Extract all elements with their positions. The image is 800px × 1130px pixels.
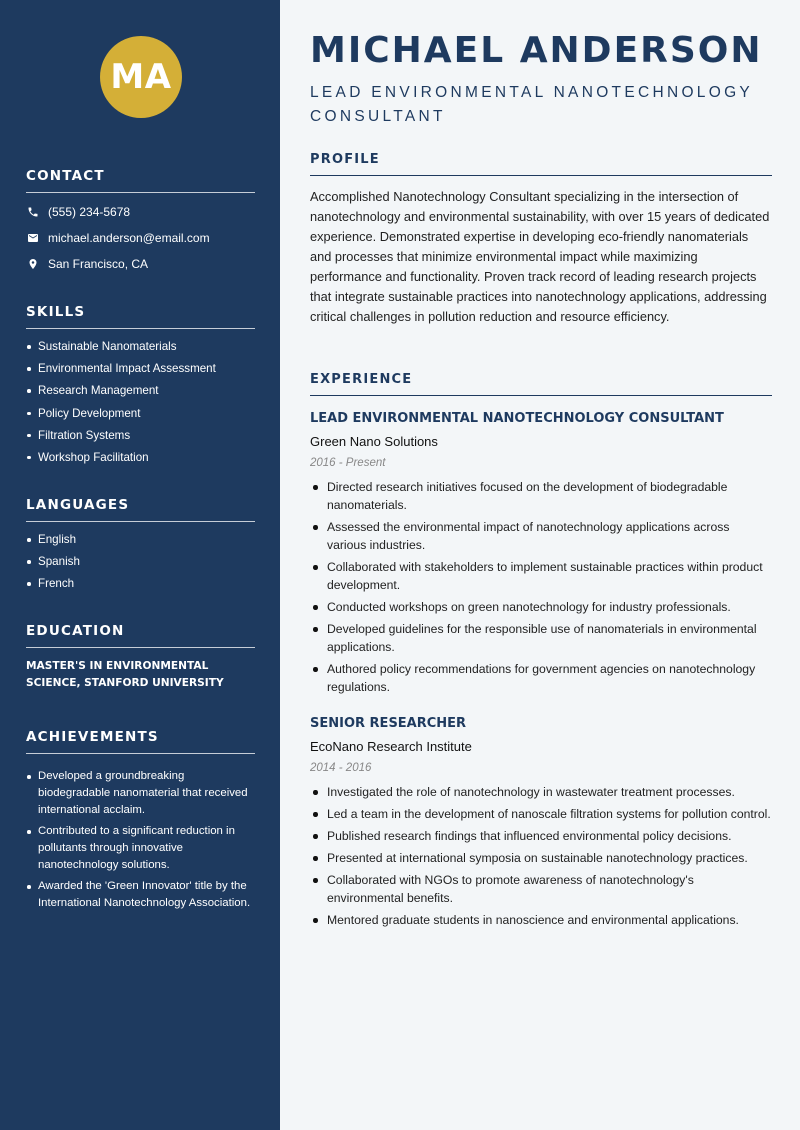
job-bullet: Directed research initiatives focused on the development of biodegradable nanomaterials. bbox=[310, 478, 772, 514]
languages-heading: LANGUAGES bbox=[26, 497, 255, 522]
contact-email bbox=[26, 229, 255, 247]
languages-section bbox=[26, 497, 255, 598]
skills-section bbox=[26, 304, 255, 471]
achievement-item: Awarded the 'Green Innovator' title by the International Nanotechnology Association. bbox=[26, 878, 255, 912]
skill-item: Filtration Systems bbox=[26, 427, 255, 444]
job-bullet: Conducted workshops on green nanotechnology for industry professionals. bbox=[310, 598, 772, 616]
initials-avatar: MA bbox=[100, 36, 182, 118]
skills-heading: SKILLS bbox=[26, 304, 255, 329]
skill-item: Policy Development bbox=[26, 405, 255, 422]
job-bullet: Collaborated with NGOs to promote awareness of nanotechnology's environmental benefits. bbox=[310, 871, 772, 907]
contact-section bbox=[26, 168, 255, 273]
job-role: SENIOR RESEARCHER bbox=[310, 716, 467, 731]
job-dates: 2016 - Present bbox=[310, 457, 386, 469]
contact-heading: CONTACT bbox=[26, 168, 255, 193]
education-heading: EDUCATION bbox=[26, 623, 255, 648]
job-company: Green Nano Solutions bbox=[310, 434, 438, 449]
experience-heading: EXPERIENCE bbox=[310, 372, 772, 396]
phone-text[interactable]: (555) 234-5678 bbox=[48, 205, 131, 219]
skill-item: Workshop Facilitation bbox=[26, 449, 255, 466]
job-bullet: Authored policy recommendations for government agencies on nanotechnology regulations. bbox=[310, 660, 772, 696]
location-text: San Francisco, CA bbox=[48, 257, 149, 271]
email-text[interactable]: michael.anderson@email.com bbox=[48, 231, 210, 245]
achievements-heading: ACHIEVEMENTS bbox=[26, 729, 255, 754]
language-item: English bbox=[26, 531, 255, 548]
skill-item: Environmental Impact Assessment bbox=[26, 360, 255, 377]
achievement-item: Contributed to a significant reduction in pollutants through innovative nanotechnology solutions. bbox=[26, 823, 255, 874]
education-degree: MASTER'S IN ENVIRONMENTAL SCIENCE, STANFORD UNIVERSITY bbox=[26, 660, 224, 689]
job-bullet: Mentored graduate students in nanoscience and environmental applications. bbox=[310, 911, 772, 929]
education-section bbox=[26, 623, 255, 692]
contact-location bbox=[26, 255, 255, 273]
languages-list bbox=[26, 531, 255, 592]
candidate-name: MICHAEL ANDERSON bbox=[310, 30, 763, 71]
job-bullets bbox=[310, 783, 772, 929]
job-bullets bbox=[310, 478, 772, 696]
job-bullet: Investigated the role of nanotechnology in wastewater treatment processes. bbox=[310, 783, 772, 801]
job-dates: 2014 - 2016 bbox=[310, 762, 372, 774]
job-bullet: Led a team in the development of nanoscale filtration systems for pollution control. bbox=[310, 805, 772, 823]
job-bullet: Published research findings that influenced environmental policy decisions. bbox=[310, 827, 772, 845]
profile-heading: PROFILE bbox=[310, 152, 772, 176]
skill-item: Sustainable Nanomaterials bbox=[26, 338, 255, 355]
achievements-section bbox=[26, 729, 255, 916]
contact-phone bbox=[26, 203, 255, 221]
profile-text: Accomplished Nanotechnology Consultant specializing in the intersection of nanotechnology and environmental sustainability, with over 15 years of dedicated experience. Demonstrated expertise in developing eco-friendly nanomaterials and processes that minimize environmental impact while maximizing performance and functionality. Proven track record of leading research projects that integrate sustainable practices into nanotechnology applications, addressing critical challenges in pollution reduction and resource efficiency. bbox=[310, 189, 770, 324]
language-item: French bbox=[26, 575, 255, 592]
email-icon bbox=[26, 231, 40, 245]
job-bullet: Developed guidelines for the responsible use of nanomaterials in environmental applications. bbox=[310, 620, 772, 656]
job-company: EcoNano Research Institute bbox=[310, 739, 472, 754]
job-bullet: Collaborated with stakeholders to implement sustainable practices within product development. bbox=[310, 558, 772, 594]
job-bullet: Assessed the environmental impact of nanotechnology applications across various industries. bbox=[310, 518, 772, 554]
achievement-item: Developed a groundbreaking biodegradable nanomaterial that received international acclaim. bbox=[26, 768, 255, 819]
achievements-list bbox=[26, 768, 255, 912]
candidate-title: LEAD ENVIRONMENTAL NANOTECHNOLOGY CONSULTANT bbox=[310, 84, 753, 125]
job-bullet: Presented at international symposia on sustainable nanotechnology practices. bbox=[310, 849, 772, 867]
language-item: Spanish bbox=[26, 553, 255, 570]
job-role: LEAD ENVIRONMENTAL NANOTECHNOLOGY CONSULTANT bbox=[310, 411, 724, 426]
phone-icon bbox=[26, 205, 40, 219]
location-pin-icon bbox=[26, 257, 40, 271]
job-entry bbox=[310, 715, 772, 933]
sidebar bbox=[0, 0, 280, 1130]
skill-item: Research Management bbox=[26, 382, 255, 399]
skills-list bbox=[26, 338, 255, 466]
job-entry bbox=[310, 410, 772, 700]
